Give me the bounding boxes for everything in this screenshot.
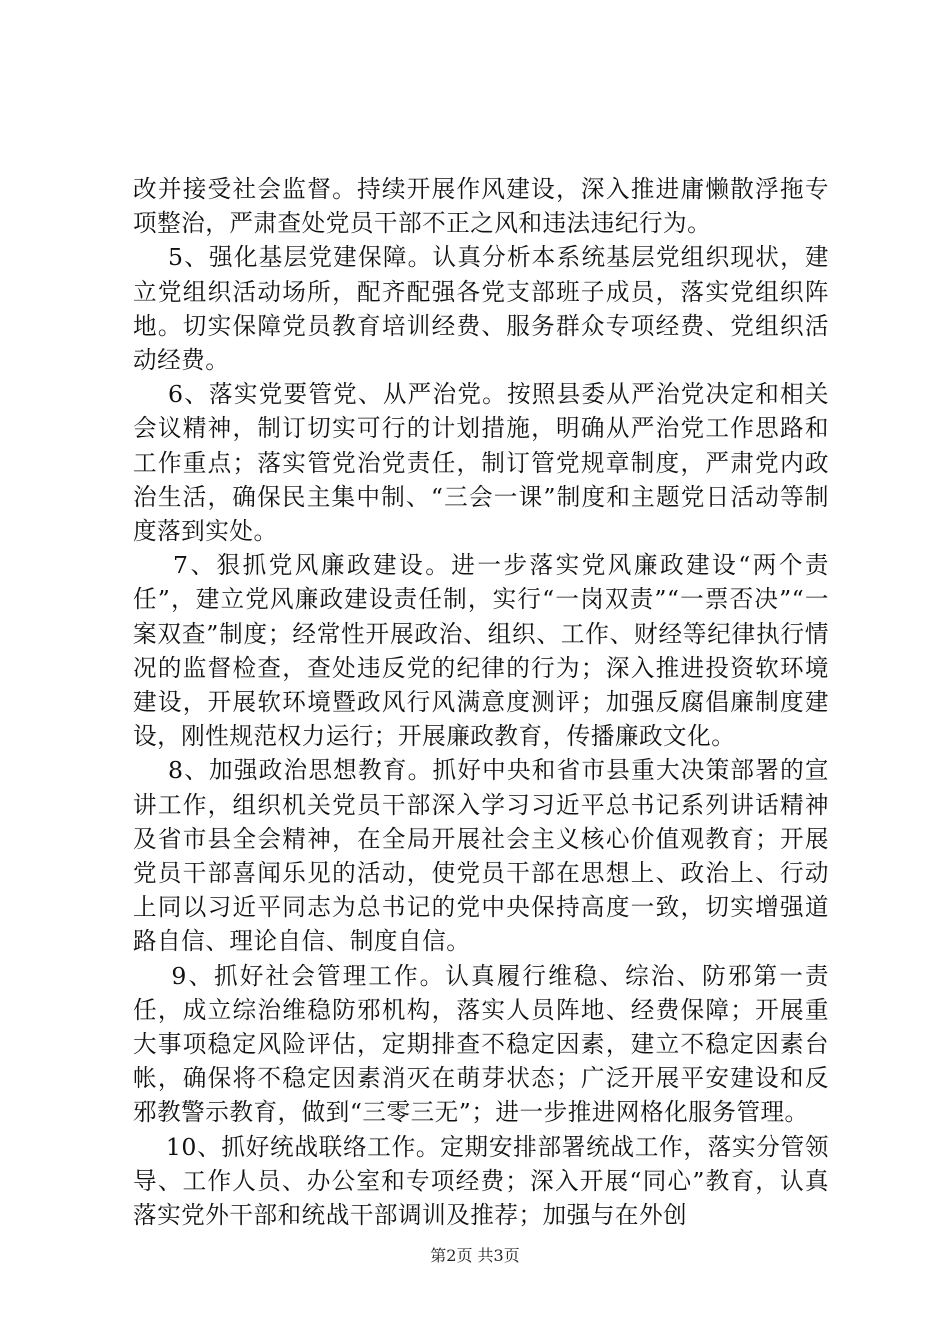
paragraph-continuation: 改并接受社会监督。持续开展作风建设，深入推进庸懒散浮拖专项整治，严肃查处党员干部不正之风和违法违纪行为。 [133, 175, 829, 238]
paragraph-item-5: 5、强化基层党建保障。认真分析本系统基层党组织现状，建立党组织活动场所，配齐配强各党支部班子成员，落实党组织阵地。切实保障党员教育培训经费、服务群众专项经费、党组织活动经费。 [133, 243, 830, 375]
document-body [133, 172, 829, 1232]
paragraph-item-8: 8、加强政治思想教育。抓好中央和省市县重大决策部署的宣讲工作，组织机关党员干部深入学习习近平总书记系列讲话精神及省市县全会精神，在全局开展社会主义核心价值观教育；开展党员干部喜闻乐见的活动，使党员干部在思想上、政治上、行动上同以习近平同志为总书记的党中央保持高度一致，切实增强道路自信、理论自信、制度自信。 [133, 756, 830, 956]
page-footer: 第2页 共3页 [430, 1246, 520, 1265]
paragraph-item-7: 7、狠抓党风廉政建设。进一步落实党风廉政建设“两个责任”，建立党风廉政建设责任制，实行“一岗双责”“一票否决”“一案双查”制度；经常性开展政治、组织、工作、财经等纪律执行情况的监督检查，查处违反党的纪律的行为；深入推进投资软环境建设，开展软环境暨政风行风满意度测评；加强反腐倡廉制度建设，刚性规范权力运行；开展廉政教育，传播廉政文化。 [133, 551, 830, 751]
paragraph-item-10: 10、抓好统战联络工作。定期安排部署统战工作，落实分管领导、工作人员、办公室和专项经费；深入开展“同心”教育，认真落实党外干部和统战干部调训及推荐；加强与在外创 [133, 1132, 829, 1230]
paragraph-item-9: 9、抓好社会管理工作。认真履行维稳、综治、防邪第一责任，成立综治维稳防邪机构，落实人员阵地、经费保障；开展重大事项稳定风险评估，定期排查不稳定因素，建立不稳定因素台帐，确保将不稳定因素消灭在萌芽状态；广泛开展平安建设和反邪教警示教育，做到“三零三无”；进一步推进网格化服务管理。 [133, 961, 830, 1127]
paragraph-item-6: 6、落实党要管党、从严治党。按照县委从严治党决定和相关会议精神，制订切实可行的计划措施，明确从严治党工作思路和工作重点；落实管党治党责任，制订管党规章制度，严肃党内政治生活，确保民主集中制、“三会一课”制度和主题党日活动等制度落到实处。 [133, 380, 830, 546]
